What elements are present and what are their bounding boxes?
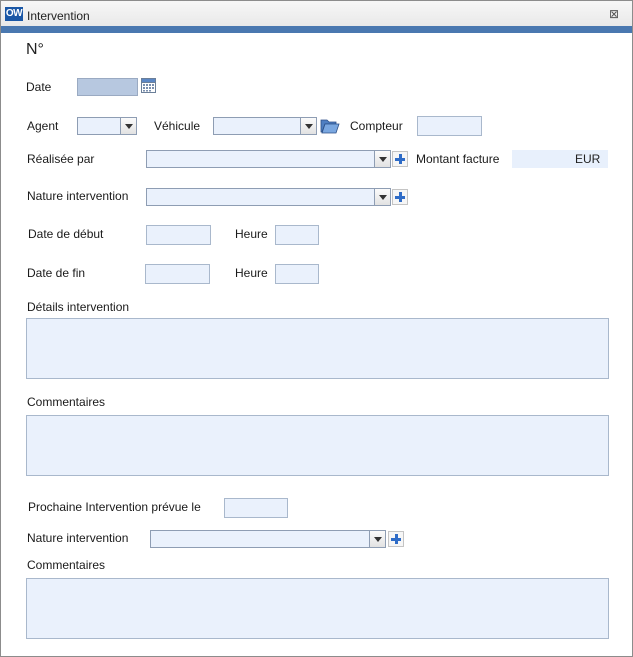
window-title: Intervention	[27, 9, 90, 23]
vehicle-label: Véhicule	[154, 119, 201, 133]
invoice-amount-label: Montant facture	[416, 152, 500, 166]
currency-label: EUR	[575, 152, 601, 166]
next-nature-select[interactable]	[150, 530, 386, 548]
record-number-label: N°	[26, 41, 44, 58]
date-label: Date	[26, 80, 52, 94]
start-date-label: Date de début	[28, 227, 104, 241]
calendar-icon[interactable]	[141, 78, 156, 93]
chevron-down-icon[interactable]	[374, 189, 390, 205]
app-logo-icon: OW	[5, 8, 23, 19]
chevron-down-icon[interactable]	[120, 118, 136, 134]
start-hour-label: Heure	[235, 227, 268, 241]
counter-field[interactable]	[417, 116, 482, 136]
details-label: Détails intervention	[27, 300, 130, 314]
chevron-down-icon[interactable]	[300, 118, 316, 134]
chevron-down-icon[interactable]	[369, 531, 385, 547]
agent-select[interactable]	[77, 117, 137, 135]
end-date-label: Date de fin	[27, 266, 86, 280]
comments-label: Commentaires	[27, 395, 106, 409]
end-hour-label: Heure	[235, 266, 268, 280]
add-performer-button[interactable]	[392, 151, 408, 167]
start-date-field[interactable]	[146, 225, 211, 245]
end-hour-field[interactable]	[275, 264, 319, 284]
performed-by-label: Réalisée par	[27, 152, 95, 166]
performed-by-select[interactable]	[146, 150, 391, 168]
folder-open-icon[interactable]	[320, 117, 340, 135]
add-next-nature-button[interactable]	[388, 531, 404, 547]
nature-intervention-label: Nature intervention	[27, 189, 129, 203]
start-hour-field[interactable]	[275, 225, 319, 245]
next-comments-textarea[interactable]	[26, 578, 609, 639]
invoice-amount-field[interactable]	[512, 150, 572, 168]
close-icon[interactable]: ⊠	[608, 7, 620, 21]
nature-intervention-select[interactable]	[146, 188, 391, 206]
counter-label: Compteur	[350, 119, 403, 133]
comments-textarea[interactable]	[26, 415, 609, 476]
next-intervention-date-field[interactable]	[224, 498, 288, 518]
add-nature-button[interactable]	[392, 189, 408, 205]
details-textarea[interactable]	[26, 318, 609, 379]
next-nature-label: Nature intervention	[27, 531, 129, 545]
title-stripe	[1, 26, 632, 33]
next-intervention-label: Prochaine Intervention prévue le	[28, 500, 201, 514]
chevron-down-icon[interactable]	[374, 151, 390, 167]
agent-label: Agent	[27, 119, 59, 133]
date-field[interactable]	[77, 78, 138, 96]
title-bar	[1, 1, 632, 26]
currency-box	[572, 150, 608, 168]
next-comments-label: Commentaires	[27, 558, 106, 572]
vehicle-select[interactable]	[213, 117, 317, 135]
end-date-field[interactable]	[145, 264, 210, 284]
